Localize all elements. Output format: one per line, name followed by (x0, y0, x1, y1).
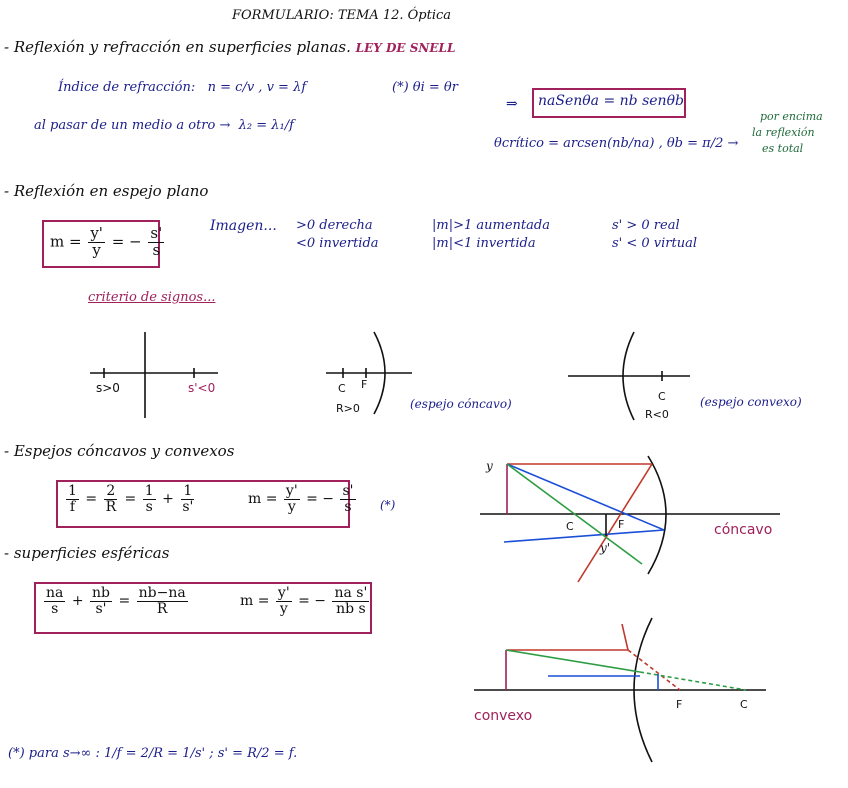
refraction-index-formula: n = c/v , v = λf (207, 80, 307, 95)
convex-c-label: C (658, 390, 666, 403)
concave-mirror-label: (espejo cóncavo) (410, 397, 512, 411)
critical-note-line-3: es total (762, 142, 804, 155)
critical-note-line-1: por encima (760, 110, 823, 123)
section-heading-text: - Reflexión y refracción en superficies planas. (4, 38, 351, 56)
snell-law-formula: naSenθa = nb senθb (538, 93, 684, 109)
medium-change-text: al pasar de un medio a otro → (34, 118, 231, 133)
refraction-index-label: Índice de refracción: (58, 80, 196, 95)
footnote: (*) para s→∞ : 1/f = 2/R = 1/s' ; s' = R/2 = f. (8, 746, 298, 761)
mirror-magnification: m = $\frac{y'}{y}$ = − $\frac{s'}{s}$ (248, 483, 354, 515)
imagen-row-1-m: |m|>1 aumentada (432, 218, 550, 233)
convex-mirror-label: (espejo convexo) (700, 395, 802, 409)
imagen-row-1-cond: >0 derecha (296, 218, 373, 233)
concave-ray-diagram (480, 456, 780, 582)
concave-r-label: R>0 (336, 402, 360, 415)
medium-change-formula: λ₂ = λ₁/f (238, 118, 294, 133)
section-superficies-heading: - superficies esféricas (4, 544, 170, 562)
concave-f-label: F (361, 378, 368, 391)
critical-note-line-2: la reflexión (752, 126, 815, 139)
spherical-surface-magnification: m = $\frac{y'}{y}$ = − $\frac{\text{na s'}}{\text{nb s}}$ (240, 585, 368, 617)
image-y-label: y' (600, 541, 611, 555)
concave-ray-label: cóncavo (714, 522, 773, 538)
imagen-row-2-s: s' < 0 virtual (612, 236, 698, 251)
mirror-equation: $\frac{1}{f}$ = $\frac{2}{R}$ = $\frac{1}{s}$ + $\frac{1}{s'}$ (68, 483, 194, 515)
section-espejos-heading: - Espejos cóncavos y convexos (4, 442, 235, 460)
imagen-row-2-cond: <0 invertida (296, 236, 379, 251)
convex-r-label: R<0 (645, 408, 669, 421)
convex-ray-f-label: F (676, 698, 683, 711)
imagen-row-2-m: |m|<1 invertida (432, 236, 536, 251)
convex-ray-diagram (474, 618, 766, 762)
ray-c-label: C (566, 520, 574, 533)
section-espejo-plano-heading: - Reflexión en espejo plano (4, 182, 209, 200)
sign-axes-diagram (90, 332, 218, 418)
convex-sign-diagram (568, 332, 690, 420)
concave-c-label: C (338, 382, 346, 395)
imagen-label: Imagen... (210, 218, 277, 234)
mirror-note-marker: (*) (380, 498, 396, 512)
critical-angle-formula: θcrítico = arcsen(nb/na) , θb = π/2 → (494, 136, 739, 151)
object-y-label: y (486, 459, 493, 473)
spherical-surface-equation: $\frac{na}{s}$ + $\frac{nb}{s'}$ = $\frac{nb-na}{R}$ (46, 585, 186, 617)
snell-arrow: ⇒ (506, 96, 518, 112)
sign-criteria-title: criterio de signos... (88, 290, 216, 305)
page-title: FORMULARIO: TEMA 12. Óptica (232, 8, 452, 23)
axis-right-label: s'<0 (188, 381, 216, 395)
imagen-row-1-s: s' > 0 real (612, 218, 680, 233)
axis-left-label: s>0 (96, 381, 120, 395)
convex-ray-label: convexo (474, 708, 533, 724)
ray-f-label: F (618, 518, 625, 531)
snell-tag: LEY DE SNELL (355, 41, 456, 55)
reflection-law: (*) θi = θr (392, 80, 458, 95)
magnification-formula: m = $\frac{y'}{y}$ = − $\frac{s'}{s}$ (50, 224, 163, 259)
convex-ray-c-label: C (740, 698, 748, 711)
